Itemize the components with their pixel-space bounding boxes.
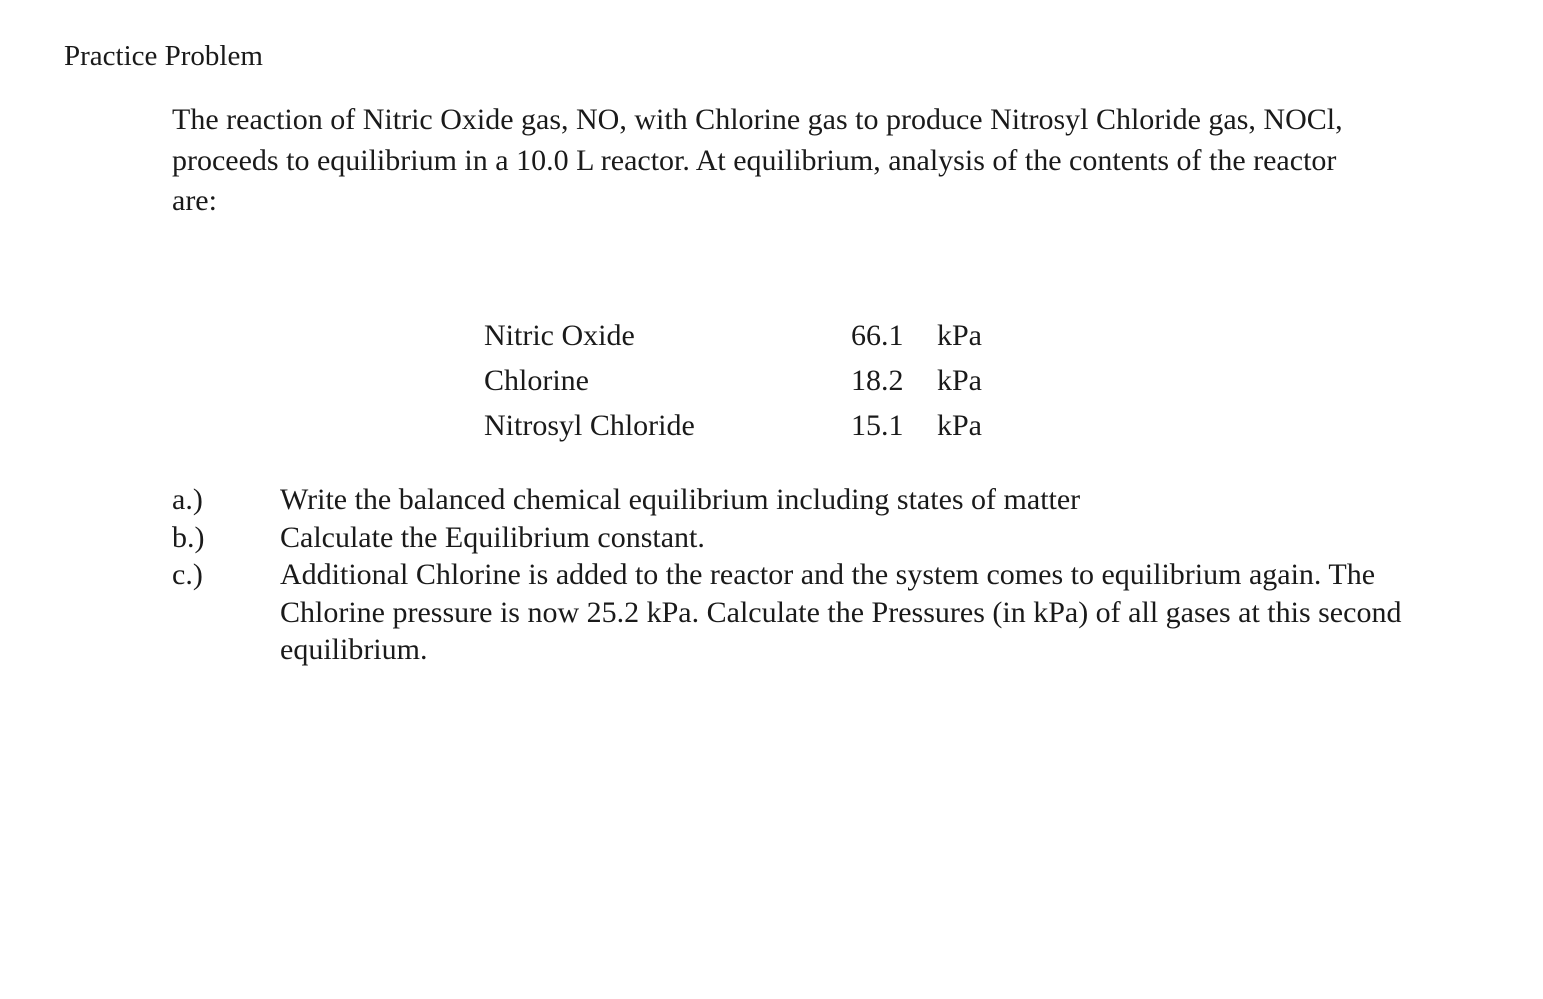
- question-letter: c.): [172, 558, 203, 591]
- question-text-line: Write the balanced chemical equilibrium including states of matter: [280, 483, 1081, 516]
- pressure-unit: kPa: [937, 364, 982, 397]
- problem-statement-line: are:: [172, 184, 217, 217]
- gas-name: Chlorine: [484, 364, 589, 397]
- pressure-value: 15.1: [851, 409, 904, 442]
- question-text-line: Additional Chlorine is added to the reactor and the system comes to equilibrium again. The: [280, 558, 1376, 591]
- problem-statement-line: The reaction of Nitric Oxide gas, NO, with Chlorine gas to produce Nitrosyl Chloride gas, NOCl,: [172, 103, 1343, 136]
- gas-name: Nitrosyl Chloride: [484, 409, 695, 442]
- question-letter: a.): [172, 483, 203, 516]
- question-a: [172, 481, 1492, 519]
- question-text: [280, 556, 1492, 669]
- question-text-line: Chlorine pressure is now 25.2 kPa. Calculate the Pressures (in kPa) of all gases at this second: [280, 595, 1402, 629]
- question-letter: b.): [172, 520, 205, 554]
- question-text-line: equilibrium.: [280, 633, 428, 666]
- question-c: [172, 556, 1492, 669]
- pressure-unit: kPa: [937, 409, 982, 442]
- question-text-line: Calculate the Equilibrium constant.: [280, 520, 705, 554]
- question-list: [172, 481, 1492, 669]
- pressure-value: 66.1: [851, 319, 904, 352]
- problem-statement: [172, 100, 1442, 222]
- pressure-unit: kPa: [937, 319, 982, 352]
- pressure-value: 18.2: [851, 364, 904, 397]
- question-text: [280, 481, 1492, 519]
- page-title: Practice Problem: [64, 40, 263, 72]
- question-b: [172, 519, 1492, 557]
- gas-name: Nitric Oxide: [484, 319, 635, 352]
- problem-statement-line: proceeds to equilibrium in a 10.0 L reactor. At equilibrium, analysis of the contents of the reactor: [172, 143, 1337, 177]
- question-text: [280, 519, 1492, 557]
